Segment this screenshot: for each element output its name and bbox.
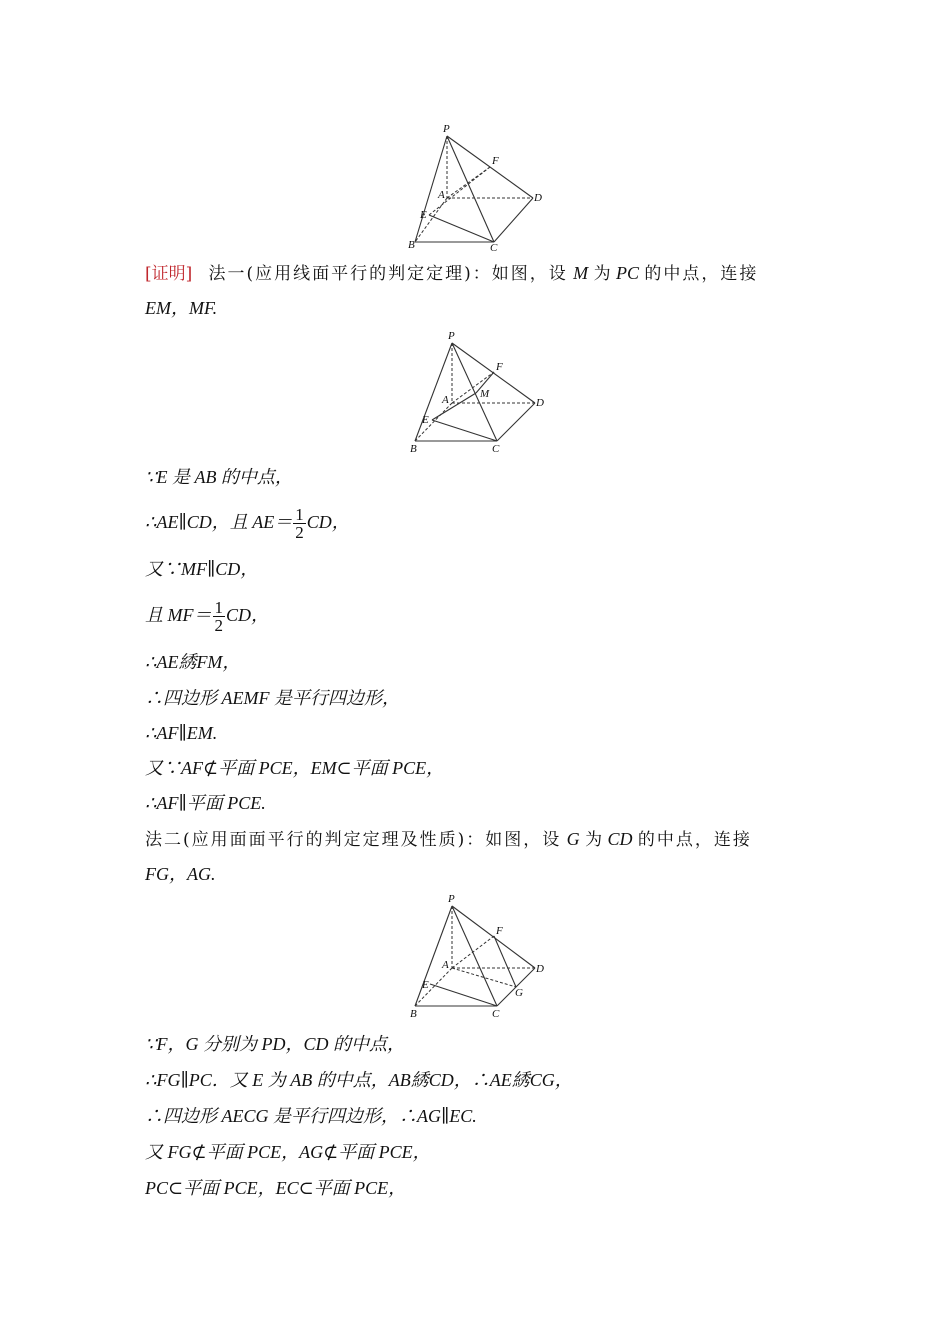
step-8-text: 又∵AF⊄平面 PCE，EM⊂平面 PCE， (145, 758, 445, 778)
step-6-text: ∴四边形 AEMF 是平行四边形， (145, 688, 400, 708)
label-c: C (490, 242, 498, 253)
fraction-half-2 (213, 599, 226, 634)
step-4-text-a: 且 MF＝ (145, 605, 212, 625)
step-2-text-b: CD， (306, 512, 350, 532)
fraction-den: 2 (295, 523, 304, 542)
label-d: D (534, 192, 542, 204)
step-5 (145, 651, 240, 674)
label-f: F (496, 925, 503, 937)
fraction-num-2: 1 (214, 598, 223, 617)
label-e: E (422, 414, 429, 426)
label-c: C (492, 1008, 500, 1020)
m1-rest: 的中点，连接 (644, 264, 759, 284)
label-b: B (410, 443, 417, 455)
label-e: E (420, 209, 427, 221)
step-4 (145, 595, 269, 636)
label-c: C (492, 443, 500, 455)
label-f: F (492, 155, 499, 167)
label-b: B (410, 1008, 417, 1020)
label-d: D (536, 963, 544, 975)
m2-step-5 (145, 1177, 406, 1200)
label-m: M (480, 388, 490, 400)
step-8 (145, 757, 444, 780)
m2-segment: CD (607, 829, 633, 849)
figure-3-pyramid (400, 890, 550, 1025)
step-9-text: ∴AF∥平面 PCE. (145, 793, 266, 813)
step-7-text: ∴AF∥EM. (145, 723, 218, 743)
m2-step-1-text: ∵F，G 分别为 PD，CD 的中点， (145, 1034, 405, 1054)
method-1-intro: 法一(应用线面平行的判定定理)：如图，设 (208, 264, 568, 284)
step-7 (145, 722, 217, 745)
label-a: A (442, 959, 449, 971)
label-d: D (536, 397, 544, 409)
step-2-text-a: ∴AE∥CD，且 AE＝ (145, 512, 293, 532)
step-6 (145, 687, 400, 710)
step-2 (145, 502, 350, 543)
proof-tag: [证明] (145, 264, 193, 284)
step-4-text-b: CD， (226, 605, 270, 625)
m2-step-4 (145, 1141, 431, 1164)
method-2-line-1 (145, 828, 752, 851)
step-9 (145, 792, 266, 815)
step-3 (145, 558, 258, 581)
m1-wei: 为 (593, 264, 611, 284)
m1-connect: EM，MF. (145, 298, 218, 318)
m2-rest: 的中点，连接 (637, 830, 752, 850)
fraction-num: 1 (295, 505, 304, 524)
step-5-text: ∴AE綉FM， (145, 652, 241, 672)
step-1 (145, 466, 293, 489)
m2-wei: 为 (585, 830, 603, 850)
m1-segment: PC (615, 263, 639, 283)
proof-line-2 (145, 297, 217, 320)
m2-step-5-text: PC⊂平面 PCE，EC⊂平面 PCE， (145, 1178, 407, 1198)
label-p: P (448, 893, 455, 905)
label-p: P (448, 330, 455, 342)
label-a: A (438, 189, 445, 201)
figure-1-pyramid (400, 118, 550, 253)
m2-step-4-text: 又 FG⊄平面 PCE，AG⊄平面 PCE， (145, 1142, 431, 1162)
label-e: E (422, 979, 429, 991)
figure-2-pyramid (400, 325, 550, 460)
label-b: B (408, 239, 415, 251)
step-3-text: 又∵MF∥CD， (145, 559, 259, 579)
fraction-den-2: 2 (214, 616, 223, 635)
label-p: P (443, 123, 450, 135)
m2-step-3-text: ∴四边形 AECG 是平行四边形，∴AG∥EC. (145, 1106, 477, 1126)
m2-step-1 (145, 1033, 405, 1056)
method-2-intro: 法二(应用面面平行的判定定理及性质)：如图，设 (145, 830, 562, 850)
m1-point: M (573, 263, 589, 283)
label-g: G (515, 987, 523, 999)
m2-connect: FG，AG. (145, 864, 216, 884)
label-a: A (442, 394, 449, 406)
m2-step-2 (145, 1069, 573, 1092)
proof-line-1 (145, 262, 758, 285)
method-2-line-2 (145, 863, 216, 886)
step-1-text: ∵E 是 AB 的中点， (145, 467, 293, 487)
m2-point: G (566, 829, 580, 849)
label-f: F (496, 361, 503, 373)
m2-step-3 (145, 1105, 477, 1128)
fraction-half (293, 506, 306, 541)
m2-step-2-text: ∴FG∥PC．又 E 为 AB 的中点，AB綉CD，∴AE綉CG， (145, 1070, 573, 1090)
